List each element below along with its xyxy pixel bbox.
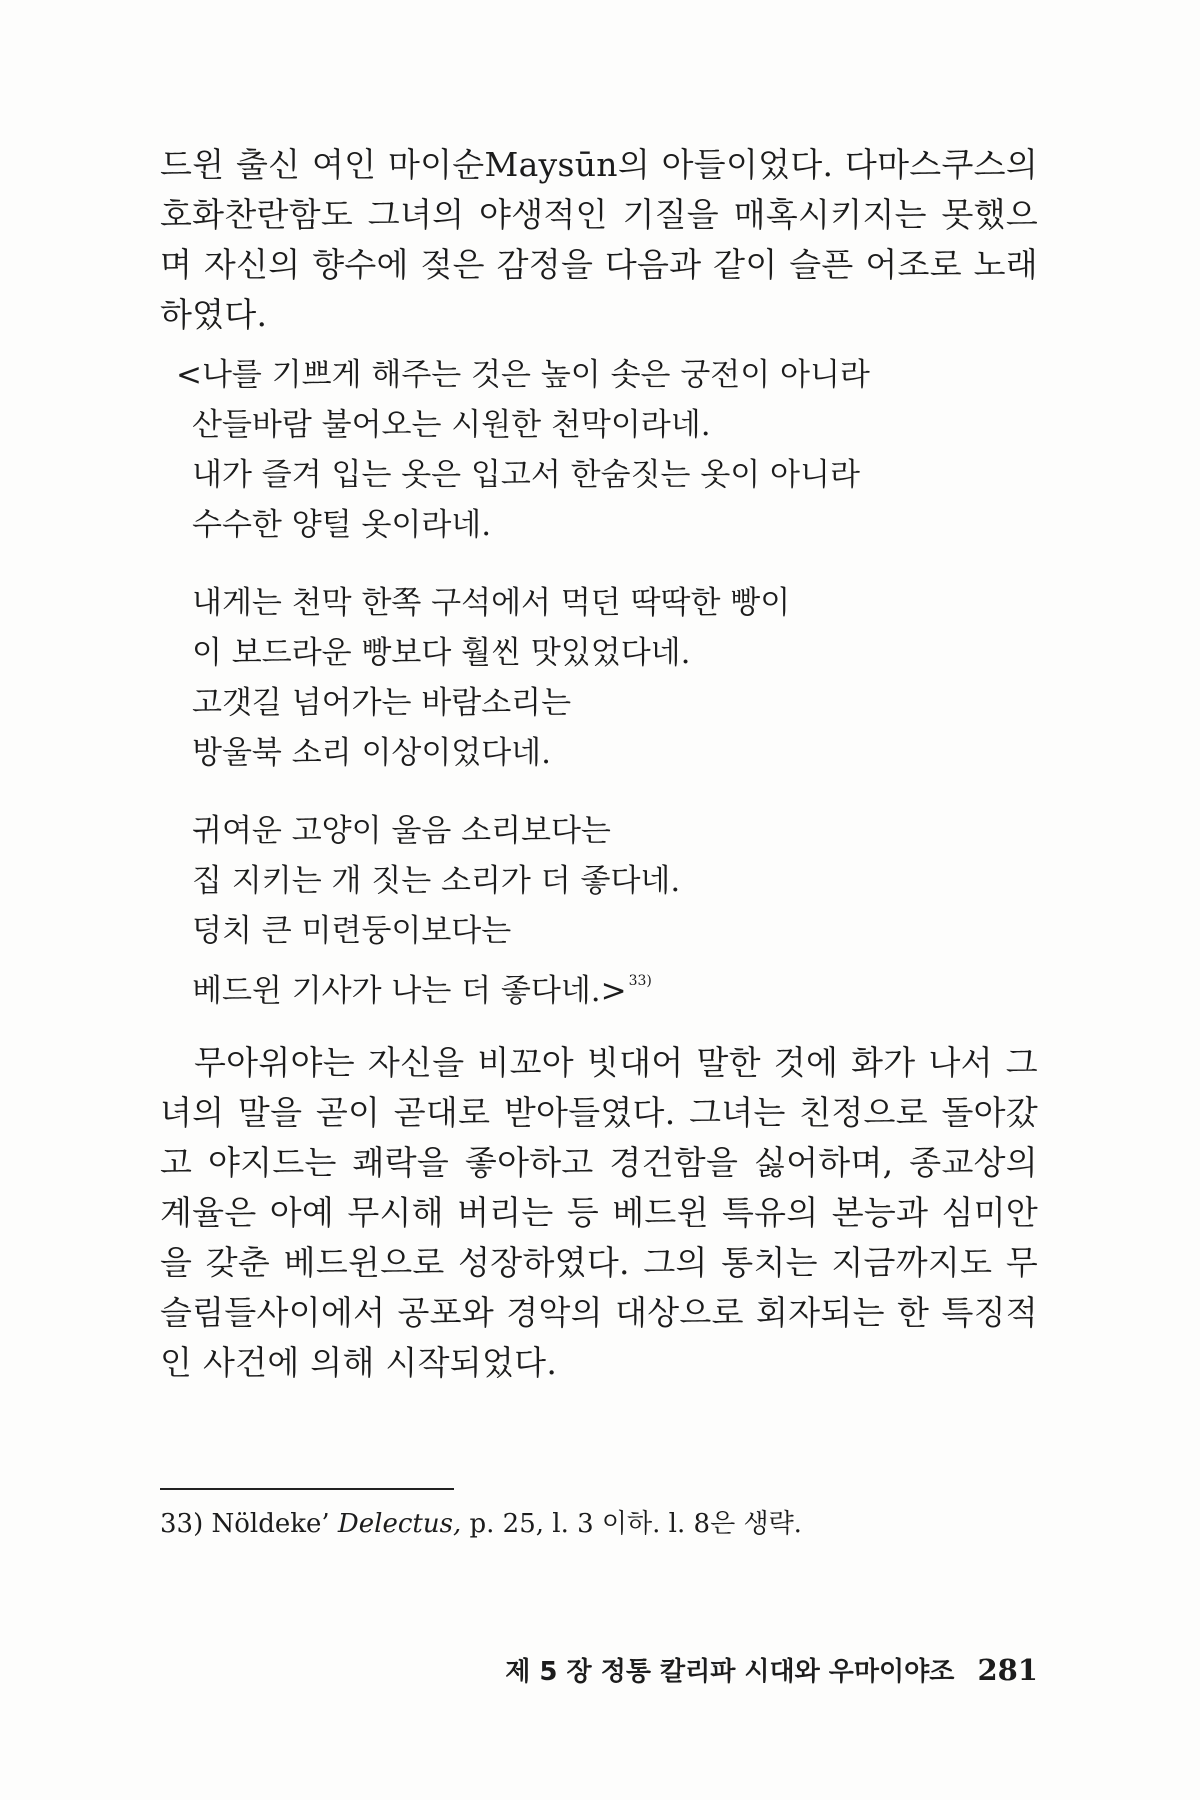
footnote-work: Delectus, bbox=[337, 1509, 462, 1539]
poem-line: 덩치 큰 미련둥이보다는 bbox=[192, 913, 512, 949]
intro-text: 드윈 출신 여인 마이순Maysūn의 아들이었다. 다마스쿠스의 호화찬란함도 그녀의 야생적인 기질을 매혹시키지는 못했으며 자신의 향수에 젖은 감정을 다음과 같이 슬픈 어조로 노래하였다. bbox=[160, 145, 1038, 334]
poem-line: 방울북 소리 이상이었다네. bbox=[192, 735, 551, 771]
poem-stanza-1 bbox=[176, 350, 1012, 550]
poem-line-text: 베드윈 기사가 나는 더 좋다네.> bbox=[192, 973, 627, 1009]
chapter-title: 정통 칼리파 시대와 우마이야조 bbox=[600, 1657, 955, 1687]
footnote-reference[interactable]: 33) bbox=[628, 973, 652, 989]
poem-line: 집 지키는 개 짓는 소리가 더 좋다네. bbox=[192, 863, 681, 899]
intro-paragraph bbox=[160, 140, 1038, 340]
footnote-divider bbox=[160, 1488, 454, 1490]
footnote-marker: 33) bbox=[160, 1509, 204, 1539]
poem-line: <나를 기쁘게 해주는 것은 높이 솟은 궁전이 아니라 bbox=[176, 357, 870, 393]
body-text: 무아위야는 자신을 비꼬아 빗대어 말한 것에 화가 나서 그녀의 말을 곧이 곧대로 받아들였다. 그녀는 친정으로 돌아갔고 야지드는 쾌락을 좋아하고 경건함을 싫어하며, 종교상의 계율은 아예 무시해 버리는 등 베드윈 특유의 본능과 심미안을 갖춘 베드윈으로 성장하였다. 그의 통치는 지금까지도 무슬림들사이에서 공포와 경악의 대상으로 회자되는 한 특징적인 사건에 의해 시작되었다. bbox=[160, 1043, 1038, 1382]
poem-stanza-2 bbox=[192, 578, 1012, 778]
poem-line-last bbox=[192, 956, 1012, 1016]
poem-line: 산들바람 불어오는 시원한 천막이라네. bbox=[192, 407, 711, 443]
poem-line: 귀여운 고양이 울음 소리보다는 bbox=[192, 813, 611, 849]
body-paragraph bbox=[160, 1038, 1038, 1388]
chapter-label: 제 5 장 bbox=[505, 1657, 592, 1687]
poem-block bbox=[176, 350, 1012, 1044]
poem-line: 내가 즐겨 입는 옷은 입고서 한숨짓는 옷이 아니라 bbox=[192, 457, 860, 493]
page-number: 281 bbox=[977, 1653, 1038, 1687]
footnote bbox=[160, 1506, 802, 1542]
running-footer bbox=[505, 1652, 1038, 1690]
footnote-details: p. 25, l. 3 이하. l. 8은 생략. bbox=[469, 1509, 802, 1539]
poem-stanza-3 bbox=[192, 806, 1012, 1016]
poem-line: 이 보드라운 빵보다 훨씬 맛있었다네. bbox=[192, 635, 691, 671]
poem-line: 내게는 천막 한쪽 구석에서 먹던 딱딱한 빵이 bbox=[192, 585, 791, 621]
poem-line: 수수한 양털 옷이라네. bbox=[192, 507, 492, 543]
poem-line: 고갯길 넘어가는 바람소리는 bbox=[192, 685, 572, 721]
footnote-author: Nöldeke’ bbox=[211, 1509, 330, 1539]
